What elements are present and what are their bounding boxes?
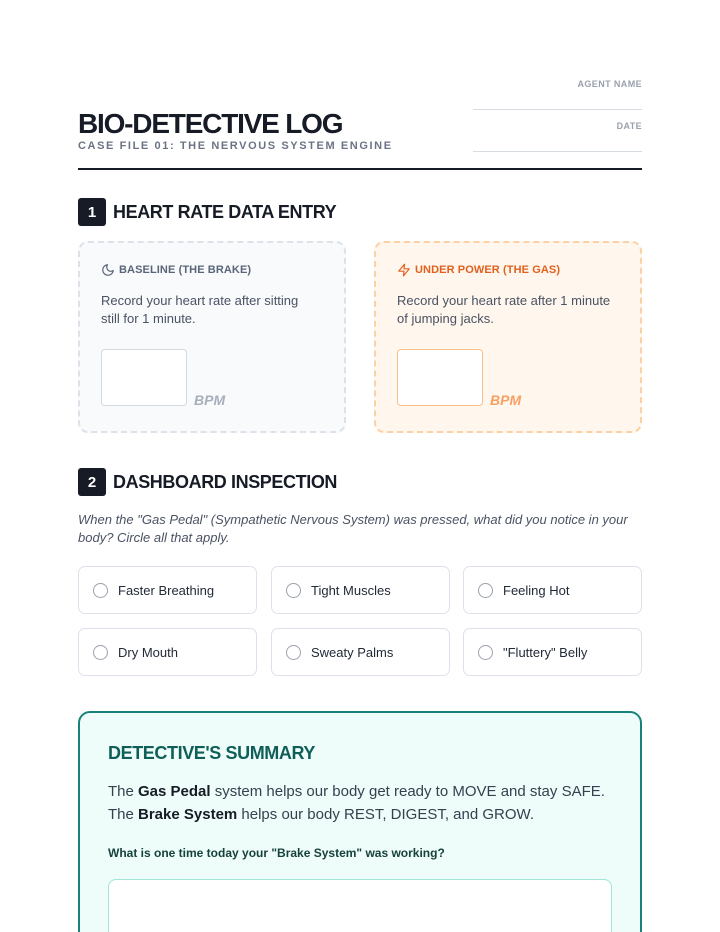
moon-icon [101,263,115,277]
option-label: Tight Muscles [311,582,391,598]
worksheet-header [78,0,642,170]
page-subtitle: CASE FILE 01: THE NERVOUS SYSTEM ENGINE [78,140,393,152]
agent-name-label: AGENT NAME [577,79,642,89]
date-label: DATE [616,121,642,131]
section-heading [78,198,642,226]
under-power-input-row [397,349,521,406]
baseline-label [101,263,323,277]
section-title: DASHBOARD INSPECTION [113,471,338,492]
baseline-bpm-input[interactable] [101,349,187,406]
summary-text-part: The [108,806,139,823]
section-number-badge: 1 [78,198,106,226]
summary-answer-box[interactable] [108,879,612,932]
option-label: Feeling Hot [503,582,570,598]
summary-text [108,780,612,826]
under-power-bpm-unit: BPM [490,392,522,408]
heart-rate-section [78,198,642,408]
dashboard-inspection-section [78,468,642,660]
option-fluttery-belly[interactable] [463,628,642,676]
under-power-label-text: UNDER POWER (THE GAS) [415,264,561,276]
option-faster-breathing[interactable] [78,566,257,614]
summary-line-brake [108,803,612,826]
section-heading [78,468,642,496]
radio-circle-icon[interactable] [286,583,301,598]
detectives-summary-box [78,711,642,932]
section-number-badge: 2 [78,468,106,496]
radio-circle-icon[interactable] [478,645,493,660]
summary-brake-term: Brake System [138,806,238,823]
summary-line-gas [108,780,612,803]
under-power-bpm-input[interactable] [397,349,483,406]
option-label: Dry Mouth [118,644,178,660]
under-power-label [397,263,619,277]
baseline-input-row [101,349,225,406]
under-power-card [374,241,642,433]
option-label: "Fluttery" Belly [503,644,588,660]
section-title: HEART RATE DATA ENTRY [113,201,337,222]
lightning-icon [397,263,411,277]
baseline-instructions: Record your heart rate after sitting still for 1 minute. [101,293,299,326]
summary-gas-term: Gas Pedal [138,783,211,800]
radio-circle-icon[interactable] [478,583,493,598]
summary-text-part: The [108,783,139,800]
baseline-card [78,241,346,433]
summary-text-part: helps our body REST, DIGEST, and GROW. [237,806,535,823]
agent-name-line[interactable] [473,109,642,110]
option-sweaty-palms[interactable] [271,628,450,676]
option-dry-mouth[interactable] [78,628,257,676]
radio-circle-icon[interactable] [286,645,301,660]
baseline-bpm-unit: BPM [194,392,226,408]
inspection-prompt: When the "Gas Pedal" (Sympathetic Nervous System) was pressed, what did you notice in your body? Circle all that apply. [78,512,628,545]
under-power-instructions: Record your heart rate after 1 minute of jumping jacks. [397,293,611,326]
date-field[interactable] [473,121,642,152]
agent-name-field[interactable] [473,79,642,110]
baseline-label-text: BASELINE (THE BRAKE) [119,264,252,276]
radio-circle-icon[interactable] [93,583,108,598]
option-label: Faster Breathing [118,582,215,598]
option-feeling-hot[interactable] [463,566,642,614]
worksheet-page [78,0,642,860]
date-line[interactable] [473,151,642,152]
option-label: Sweaty Palms [311,644,394,660]
summary-question: What is one time today your "Brake System" was working? [108,846,445,860]
summary-text-part: system helps our body get ready to MOVE and stay SAFE. [210,783,605,800]
page-title: BIO-DETECTIVE LOG [78,108,343,139]
summary-title: DETECTIVE'S SUMMARY [108,743,316,763]
option-tight-muscles[interactable] [271,566,450,614]
radio-circle-icon[interactable] [93,645,108,660]
heart-rate-cards [78,241,642,433]
